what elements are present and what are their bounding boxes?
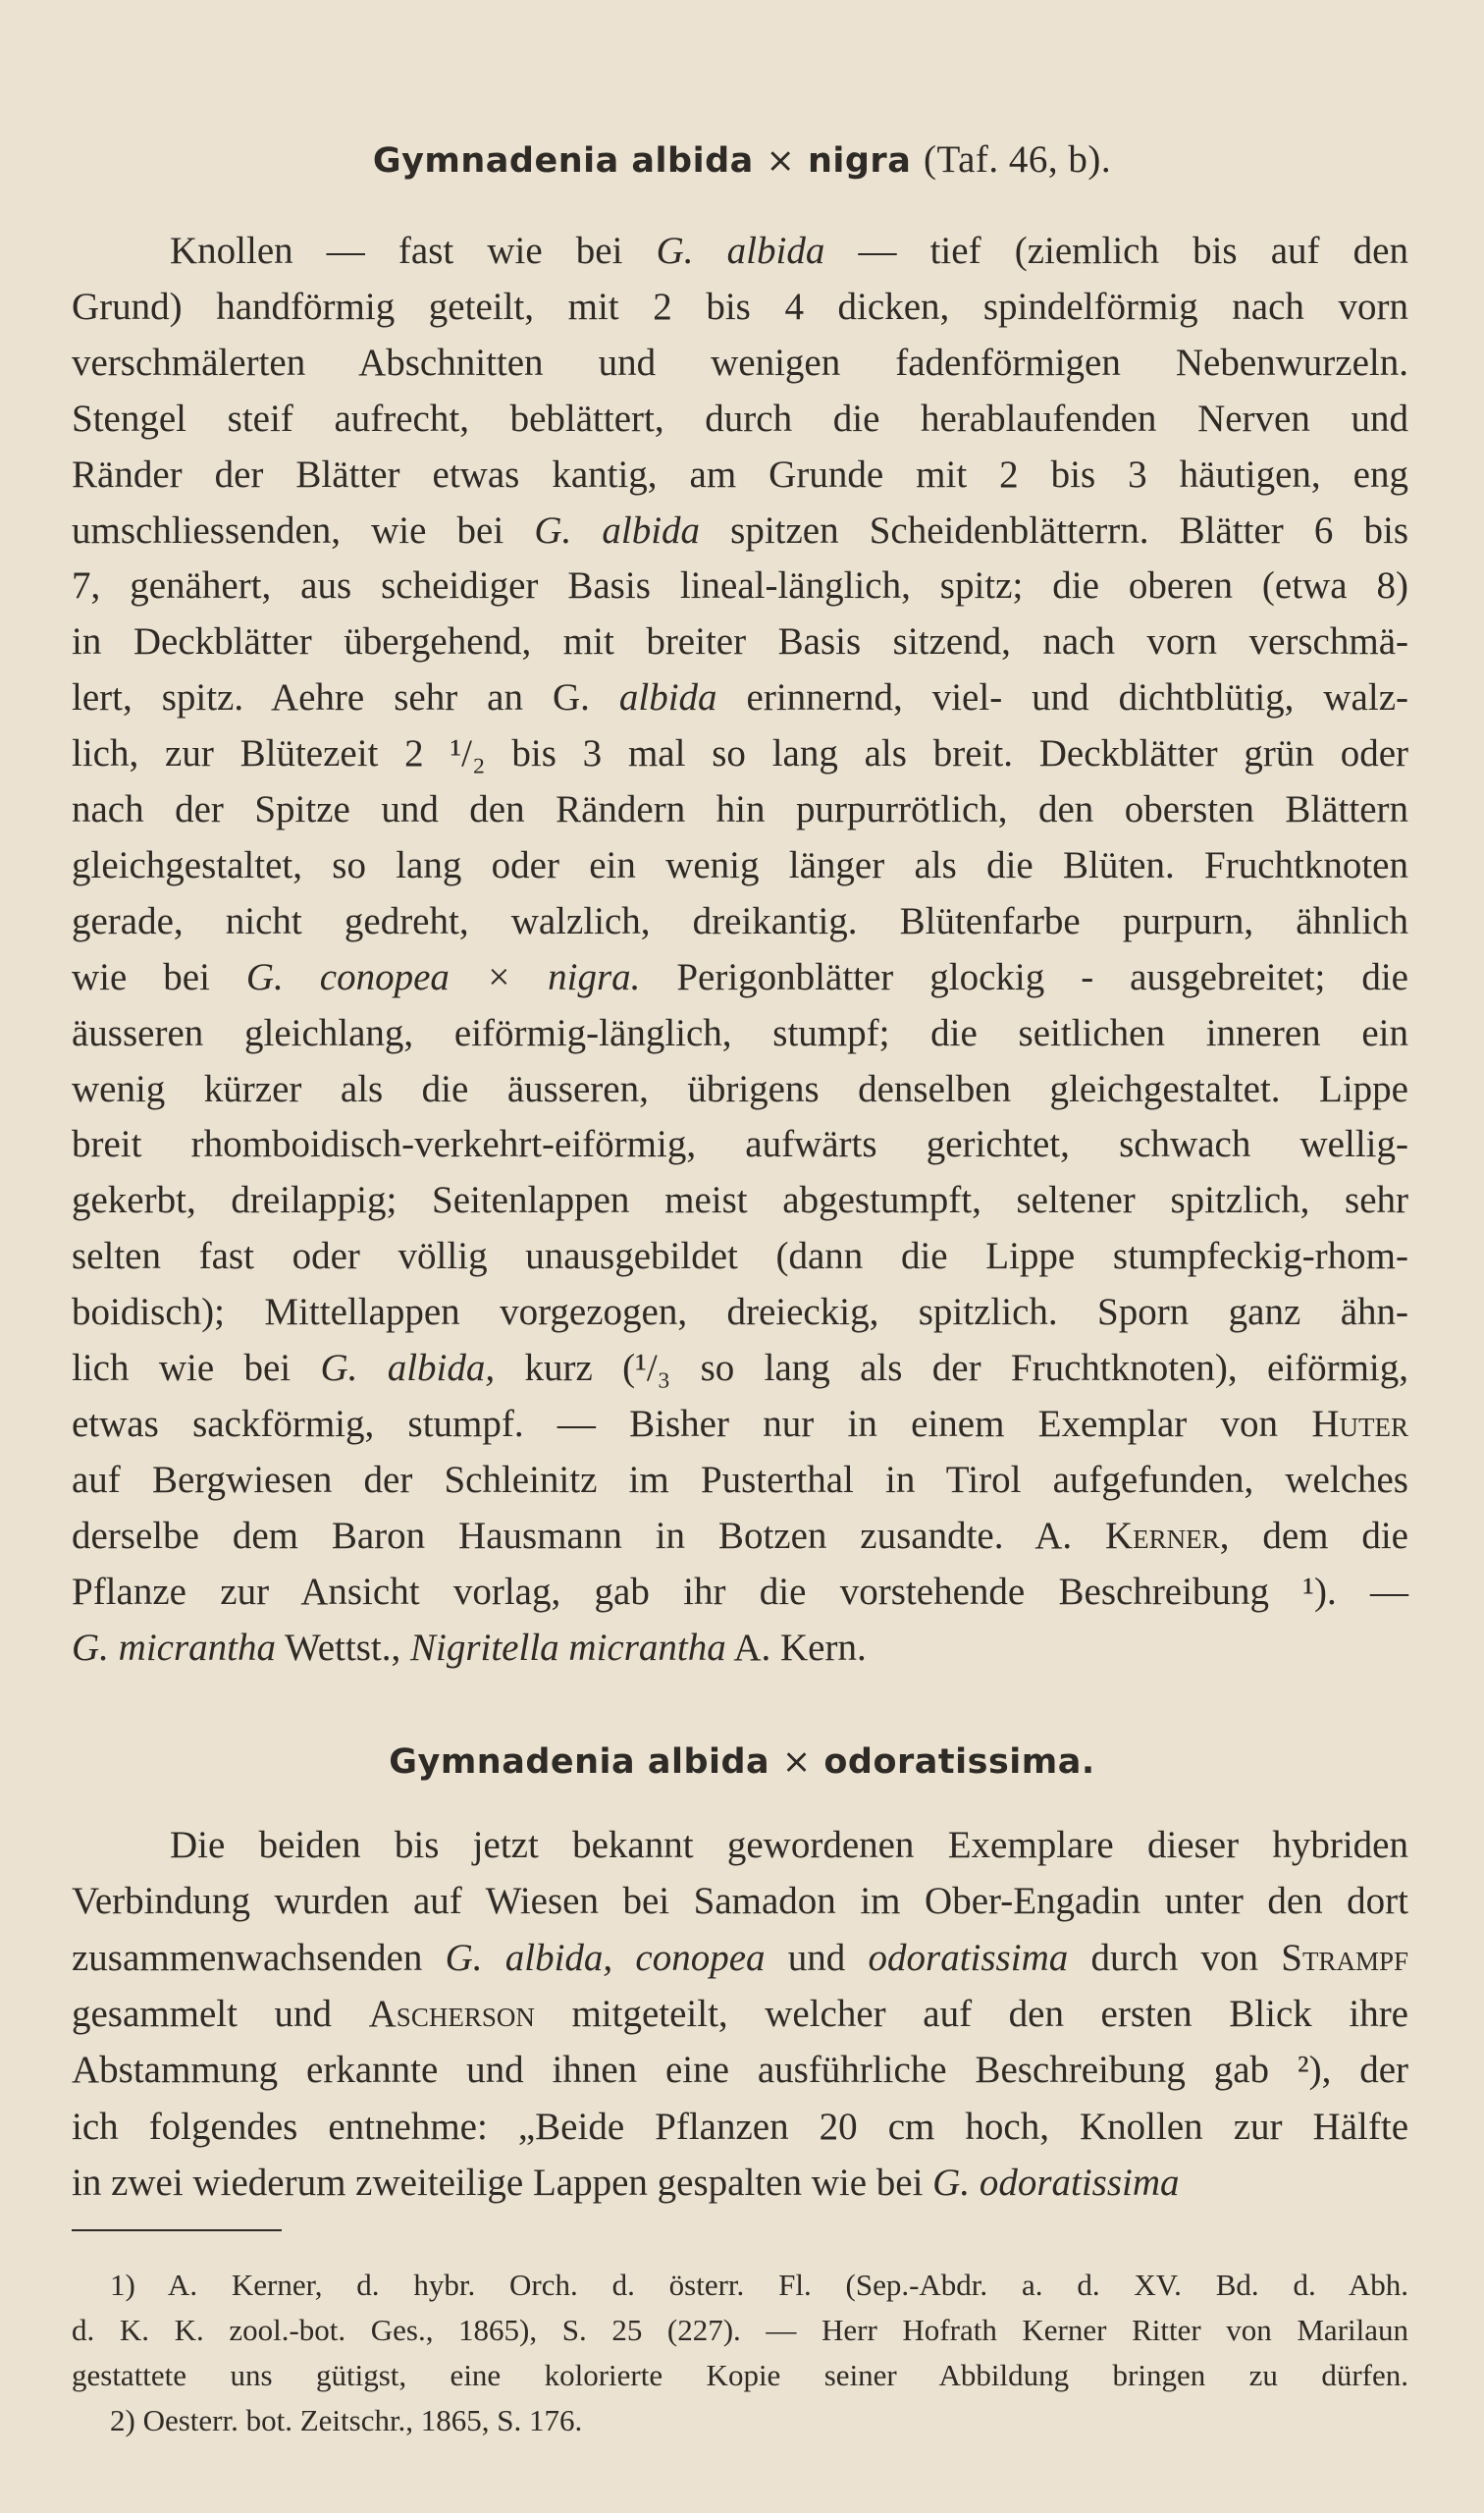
text-run: gesammelt und <box>72 1992 369 2035</box>
text-line <box>72 452 1408 499</box>
heading-title-second: odoratissima. <box>823 1742 1095 1782</box>
text-run: derselbe dem Baron Hausmann in Botzen zusandte. A. <box>72 1514 1106 1557</box>
text-run: Knollen — fast wie bei <box>170 230 657 272</box>
text-run: Stengel steif aufrecht, beblättert, durch die herablaufenden Nerven und <box>72 397 1408 440</box>
text-line <box>72 954 1408 1001</box>
italic-name: G. conopea × nigra. <box>245 955 641 998</box>
small-caps-name: Huter <box>1311 1402 1408 1445</box>
text-line <box>72 1625 1408 1672</box>
text-run: in Deckblätter übergehend, mit breiter Basis sitzend, nach vorn verschmä- <box>72 620 1408 664</box>
text-run: nach der Spitze und den Rändern hin purpurrötlich, den obersten Blättern <box>72 788 1408 830</box>
heading-title: Gymnadenia albida <box>372 141 754 181</box>
footnote-line <box>110 2266 1408 2305</box>
text-line <box>72 1513 1408 1560</box>
hybrid-cross-symbol: × <box>781 1742 812 1782</box>
footnote-line <box>72 2311 1408 2350</box>
text-line <box>72 340 1408 387</box>
text-line <box>72 1401 1408 1448</box>
text-line <box>170 228 1408 275</box>
text-run: Abstammung erkannte und ihnen eine ausführliche Beschreibung gab ²), der <box>72 2049 1408 2092</box>
text-run: d. K. K. zool.-bot. Ges., 1865), S. 25 (227). — Herr Hofrath Kerner Ritter von Marilaun <box>72 2313 1408 2347</box>
text-run: 1) A. Kerner, d. hybr. Orch. d. österr. Fl. (Sep.-Abdr. a. d. XV. Bd. d. Abh. <box>110 2268 1408 2302</box>
section-heading-albida-nigra <box>0 137 1484 182</box>
text-line <box>72 562 1408 610</box>
text-run: mitgeteilt, welcher auf den ersten Blick ihre <box>534 1992 1408 2035</box>
text-run: gleichgestaltet, so lang oder ein wenig länger als die Blüten. Fruchtknoten <box>72 843 1408 886</box>
plate-reference: (Taf. 46, b). <box>924 138 1112 181</box>
text-run: spitzen Scheidenblätterrn. Blätter 6 bis <box>700 508 1409 552</box>
italic-name: albida <box>618 676 717 720</box>
text-run: wie bei <box>72 955 246 998</box>
text-run: 2) Oesterr. bot. Zeitschr., 1865, S. 176. <box>110 2403 583 2437</box>
text-run: Ränder der Blätter etwas kantig, am Grunde mit 2 bis 3 häutigen, eng <box>72 453 1408 496</box>
text-run: gerade, nicht gedreht, walzlich, dreikantig. Blütenfarbe purpurn, ähnlich <box>72 899 1408 942</box>
text-run: durch von <box>1068 1936 1282 1979</box>
text-run: auf Bergwiesen der Schleinitz im Pusterthal in Tirol aufgefunden, welches <box>72 1458 1408 1501</box>
italic-name: G. albida <box>656 230 825 272</box>
heading-title: Gymnadenia albida <box>389 1742 770 1782</box>
text-run: A. Kern. <box>725 1626 867 1669</box>
text-line <box>72 1991 1408 2038</box>
text-run: kurz (¹/₃ so lang als der Fruchtknoten), eiförmig, <box>495 1347 1408 1389</box>
text-line <box>72 1233 1408 1280</box>
text-run: und <box>765 1936 869 1979</box>
text-run: umschliessenden, wie bei <box>72 508 535 552</box>
text-run: Grund) handförmig geteilt, mit 2 bis 4 dicken, spindelförmig nach vorn <box>72 285 1408 328</box>
text-line <box>72 396 1408 443</box>
text-run: boidisch); Mittellappen vorgezogen, dreieckig, spitzlich. Sporn ganz ähn- <box>72 1291 1408 1334</box>
hybrid-cross-symbol: × <box>766 141 796 181</box>
text-line <box>72 1010 1408 1057</box>
heading-title-second: nigra <box>807 141 912 181</box>
italic-name: G. micrantha <box>72 1626 276 1669</box>
footnote-line <box>72 2356 1408 2395</box>
text-run: — tief (ziemlich bis auf den <box>824 230 1408 272</box>
small-caps-name: Kerner <box>1105 1514 1220 1557</box>
text-line <box>72 2047 1408 2094</box>
text-line <box>72 1177 1408 1224</box>
text-run: Perigonblätter glockig - ausgebreitet; die <box>640 955 1408 998</box>
italic-name: G. albida, <box>320 1347 496 1389</box>
text-line <box>170 1822 1408 1869</box>
text-line <box>72 1289 1408 1336</box>
text-line <box>72 842 1408 889</box>
italic-name: odoratissima <box>868 1936 1069 1979</box>
text-line <box>72 284 1408 331</box>
small-caps-name: Strampf <box>1281 1936 1408 1979</box>
text-run: Wettst., <box>276 1626 410 1669</box>
text-run: 7, genähert, aus scheidiger Basis lineal-länglich, spitz; die oberen (etwa 8) <box>72 564 1408 608</box>
text-run: verschmälerten Abschnitten und wenigen fadenförmigen Nebenwurzeln. <box>72 341 1408 384</box>
text-line <box>72 508 1408 555</box>
text-line <box>72 1457 1408 1504</box>
text-run: Pflanze zur Ansicht vorlag, gab ihr die vorstehende Beschreibung ¹). — <box>72 1570 1408 1613</box>
text-line <box>72 1878 1408 1925</box>
section-heading-albida-odoratissima <box>0 1742 1484 1782</box>
text-run: gekerbt, dreilappig; Seitenlappen meist abgestumpft, seltener spitzlich, sehr <box>72 1179 1408 1222</box>
text-run: lich, zur Blütezeit 2 ¹/₂ bis 3 mal so lang als breit. Deckblätter grün oder <box>72 732 1408 775</box>
text-line <box>72 898 1408 945</box>
text-run: lert, spitz. Aehre sehr an G. <box>72 676 619 720</box>
text-line <box>72 1066 1408 1113</box>
text-run: gestattete uns gütigst, eine kolorierte Kopie seiner Abbildung bringen zu dürfen. <box>72 2358 1408 2392</box>
text-run: breit rhomboidisch-verkehrt-eiförmig, aufwärts gerichtet, schwach wellig- <box>72 1123 1408 1166</box>
text-run: lich wie bei <box>72 1347 321 1389</box>
text-line <box>72 1569 1408 1616</box>
text-run: in zwei wiederum zweiteilige Lappen gespalten wie bei <box>72 2161 933 2204</box>
text-line <box>72 1345 1408 1392</box>
text-line <box>72 618 1408 666</box>
text-line <box>72 786 1408 833</box>
text-line <box>72 2104 1408 2151</box>
text-run: , dem die <box>1219 1514 1408 1557</box>
text-line <box>72 1121 1408 1168</box>
text-line <box>72 674 1408 722</box>
italic-name: Nigritella micrantha <box>409 1626 726 1669</box>
text-run: Verbindung wurden auf Wiesen bei Samadon im Ober-Engadin unter den dort <box>72 1880 1408 1923</box>
text-run: wenig kürzer als die äusseren, übrigens denselben gleichgestaltet. Lippe <box>72 1067 1408 1110</box>
italic-name: G. albida <box>534 508 701 552</box>
text-run: äusseren gleichlang, eiförmig-länglich, stumpf; die seitlichen inneren ein <box>72 1011 1408 1054</box>
italic-name: G. albida, conopea <box>445 1936 766 1979</box>
text-run: ich folgendes entnehme: „Beide Pflanzen 20 cm hoch, Knollen zur Hälfte <box>72 2105 1408 2148</box>
text-run: etwas sackförmig, stumpf. — Bisher nur in einem Exemplar von <box>72 1402 1312 1445</box>
text-run: erinnernd, viel- und dichtblütig, walz- <box>716 676 1408 720</box>
small-caps-name: Ascherson <box>368 1992 535 2035</box>
footnote-line <box>110 2401 1408 2440</box>
text-line <box>72 2160 1408 2207</box>
text-run: Die beiden bis jetzt bekannt gewordenen Exemplare dieser hybriden <box>170 1824 1408 1866</box>
footnote-divider <box>72 2229 282 2231</box>
text-line <box>72 730 1408 777</box>
italic-name: G. odoratissima <box>932 2161 1180 2204</box>
text-line <box>72 1935 1408 1982</box>
text-run: selten fast oder völlig unausgebildet (dann die Lippe stumpfeckig-rhom- <box>72 1235 1408 1278</box>
text-run: zusammenwachsenden <box>72 1936 446 1979</box>
